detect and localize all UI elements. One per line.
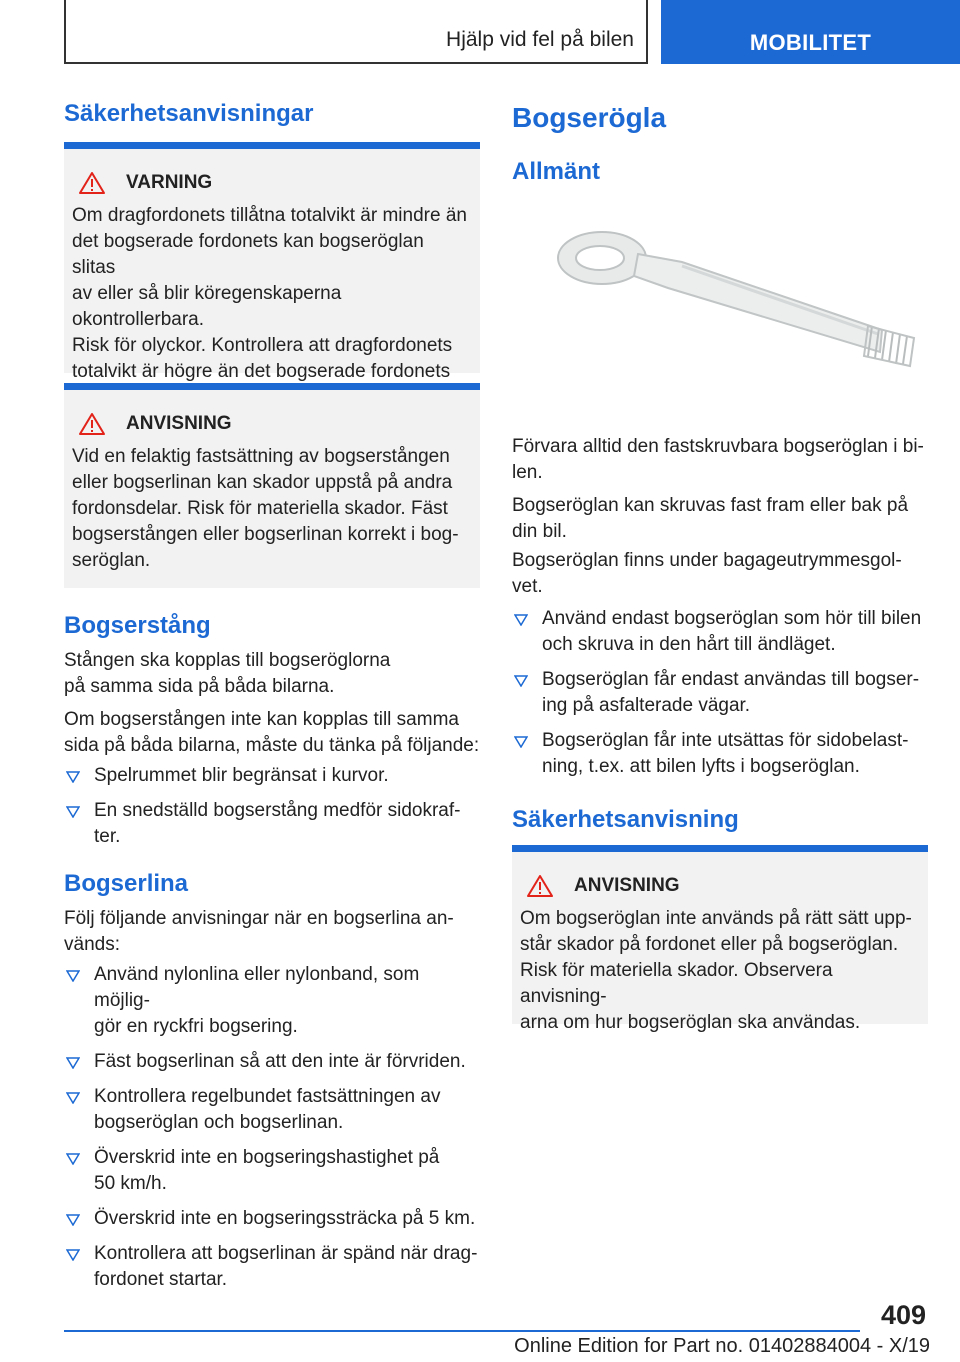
section-title-towrope: Bogserlina (64, 870, 189, 897)
list-item: Spelrummet blir begränsat i kurvor. (64, 763, 480, 789)
towrope-bullet-list (64, 962, 480, 1302)
warning-triangle-icon (78, 171, 106, 195)
bullet-triangle-icon (66, 1153, 80, 1165)
bullet-triangle-icon (66, 806, 80, 818)
list-item: Överskrid inte en bogseringssträcka på 5 km. (64, 1206, 480, 1232)
list-item: Överskrid inte en bogseringshastighet på 50 km/h. (64, 1145, 480, 1197)
notice-box-towing (64, 383, 480, 588)
towrope-paragraph: Följ följande anvisningar när en bogserlina an- vänds: (64, 908, 454, 955)
bullet-triangle-icon (66, 1092, 80, 1104)
warning-triangle-icon (78, 412, 106, 436)
header-section-title: Hjälp vid fel på bilen (446, 28, 634, 51)
list-item: Kontrollera att bogserlinan är spänd när drag- fordonet startar. (64, 1241, 480, 1293)
footer-edition: Online Edition for Part no. 01402884004 - X/19 (514, 1335, 930, 1357)
section-title-towbar: Bogserstång (64, 612, 211, 639)
towbar-paragraph-2: Om bogserstången inte kan kopplas till samma sida på båda bilarna, måste du tänka på följande: (64, 709, 480, 756)
list-item: En snedställd bogserstång medför sidokraf- ter. (64, 798, 480, 850)
list-item: Fäst bogserlinan så att den inte är förvriden. (64, 1049, 480, 1075)
bullet-triangle-icon (514, 736, 528, 748)
warning-text: Om dragfordonets tillåtna totalvikt är mindre än det bogserade fordonets kan bogseröglan slitas av eller så blir köregenskaperna okontrollerbara. Risk för olyckor. Kontrollera att dragfordonets totalvikt är högre än det bogserade fordonets (72, 205, 467, 382)
bullet-triangle-icon (66, 970, 80, 982)
notice-label: ANVISNING (574, 875, 680, 896)
bullet-triangle-icon (514, 614, 528, 626)
bullet-triangle-icon (514, 675, 528, 687)
page-number: 409 (880, 1300, 926, 1330)
warning-label: VARNING (126, 172, 213, 193)
bullet-triangle-icon (66, 771, 80, 783)
tow-eye-paragraph-3: Bogseröglan finns under bagageutrymmesgol- vet. (512, 550, 902, 597)
list-item: Bogseröglan får inte utsättas för sidobelast- ning, t.ex. att bilen lyfts i bogseröglan. (512, 728, 928, 780)
notice-label: ANVISNING (126, 413, 232, 434)
list-item: Kontrollera regelbundet fastsättningen av bogseröglan och bogserlinan. (64, 1084, 480, 1136)
tow-eye-paragraph-2: Bogseröglan kan skruvas fast fram eller bak på din bil. (512, 495, 909, 542)
section-title-safety-notice: Säkerhetsanvisning (512, 806, 739, 833)
bullet-triangle-icon (66, 1249, 80, 1261)
towbar-bullet-list (64, 763, 480, 859)
header-chapter-tab[interactable]: MOBILITET (661, 0, 960, 64)
list-item: Bogseröglan får endast användas till bogser- ing på asfalterade vägar. (512, 667, 928, 719)
section-title-tow-eye: Bogserögla (512, 102, 667, 133)
warning-box (64, 142, 480, 382)
tow-eye-bullet-list (512, 606, 928, 789)
towbar-paragraph-1: Stången ska kopplas till bogseröglorna på samma sida på båda bilarna. (64, 650, 391, 697)
tow-eye-paragraph-1: Förvara alltid den fastskruvbara bogseröglan i bi- len. (512, 436, 924, 483)
footer-divider (64, 1330, 860, 1332)
section-title-safety: Säkerhetsanvisningar (64, 100, 314, 127)
list-item: Använd nylonlina eller nylonband, som möjlig- gör en ryckfri bogsering. (64, 962, 480, 1040)
bullet-triangle-icon (66, 1057, 80, 1069)
notice-text: Vid en felaktig fastsättning av bogserstången eller bogserlinan kan skador uppstå på andra fordonsdelar. Risk för materiella skador. Fäst bogserstången eller bogserlinan korrekt i bog- seröglan. (72, 446, 459, 571)
tow-eye-illustration (542, 218, 932, 388)
warning-triangle-icon (526, 874, 554, 898)
bullet-triangle-icon (66, 1214, 80, 1226)
notice-box-tow-eye (512, 845, 928, 1033)
list-item: Använd endast bogseröglan som hör till bilen och skruva in den hårt till ändläget. (512, 606, 928, 658)
subsection-title-general: Allmänt (512, 158, 601, 185)
notice-text: Om bogseröglan inte används på rätt sätt upp- står skador på fordonet eller på bogseröglan. Risk för materiella skador. Observera anvisning- arna om hur bogseröglan ska användas. (520, 908, 912, 1033)
